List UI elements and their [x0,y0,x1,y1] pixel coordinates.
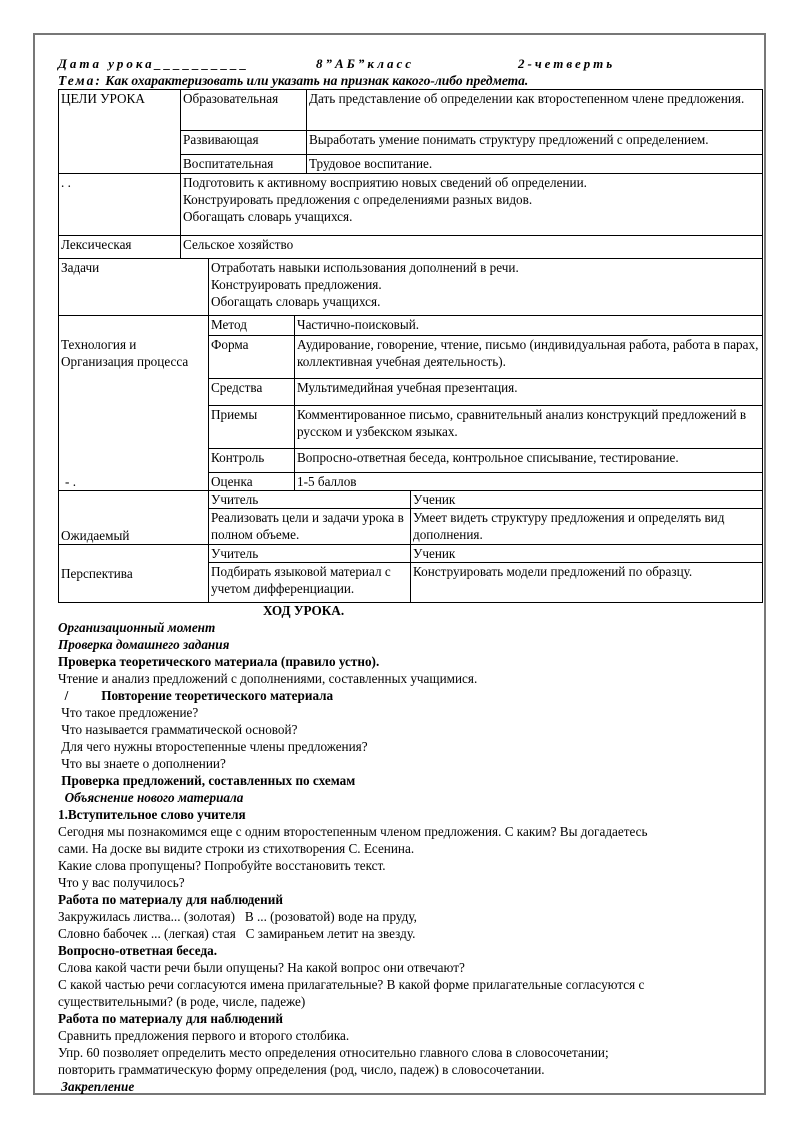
lesson-line: Работа по материалу для наблюдений [58,1011,283,1026]
misc-label: . . [59,174,181,236]
perspective-student-text: Конструировать модели предложений по образцу. [411,563,763,603]
lesson-line: Для чего нужны второстепенные члены предложения? [58,739,368,754]
technology-label-line: Технология и [61,337,137,352]
lesson-flow-title: ХОД УРОКА. [263,603,345,618]
misc-goal-line: Конструировать предложения с определениями разных видов. [183,192,533,207]
task-line: Обогащать словарь учащихся. [211,294,381,309]
tasks-label: Задачи [59,259,209,316]
lesson-line: / Повторение теоретического материала [58,688,334,703]
lesson-line: С какой частью речи согласуются имена прилагательные? В какой форме прилагательные согласуются с [58,977,645,992]
perspective-student-header: Ученик [411,545,763,563]
lesson-line: Проверка домашнего задания [58,637,230,652]
tech-row-value: Аудирование, говорение, чтение, письмо (индивидуальная работа, работа в парах, коллективная учебная деятельность). [295,336,763,379]
misc-goal-line: Подготовить к активному восприятию новых сведений об определении. [183,175,587,190]
perspective-teacher-text: Подбирать языковой материал с учетом дифференциации. [209,563,411,603]
expected-student-header: Ученик [411,491,763,509]
misc-goal-line: Обогащать словарь учащихся. [183,209,353,224]
lesson-line: сами. На доске вы видите строки из стихотворения С. Есенина. [58,841,415,856]
goal-text: Дать представление об определении как второстепенном члене предложения. [307,90,763,131]
expected-label: Ожидаемый [59,491,209,545]
tech-row-value: 1-5 баллов [295,473,763,491]
lesson-line: Что называется грамматической основой? [58,722,298,737]
technology-label-line: Организация процесса [61,354,189,369]
tech-row-name: Форма [209,336,295,379]
tech-row-name: Контроль [209,449,295,473]
lesson-line: Проверка предложений, составленных по схемам [58,773,356,788]
tech-row-name: Приемы [209,406,295,449]
lesson-line: Работа по материалу для наблюдений [58,892,283,907]
lesson-line: Словно бабочек ... (легкая) стая С замираньем летит на звезду. [58,926,416,941]
goal-text: Трудовое воспитание. [307,155,763,174]
lesson-line: Закружилась листва... (золотая) В ... (розоватой) воде на пруду, [58,909,417,924]
misc-goals [181,174,763,236]
technology-label [59,316,209,491]
lesson-line: Сегодня мы познакомимся еще с одним второстепенным членом предложения. С каким? Вы догадаетесь [58,824,648,839]
perspective-teacher-header: Учитель [209,545,411,563]
topic-text: Как охарактеризовать или указать на признак какого-либо предмета. [105,73,529,88]
lesson-line: Упр. 60 позволяет определить место определения относительно главного слова в словосочетании; [58,1045,609,1060]
tech-row-name: Метод [209,316,295,336]
lesson-line: Организационный момент [58,620,216,635]
lesson-line: 1.Вступительное слово учителя [58,807,246,822]
tasks-table [58,258,763,603]
lesson-topic [58,72,768,89]
class-label: 8”АБ”класс [316,56,414,71]
perspective-label: Перспектива [59,545,209,603]
tech-row-value: Комментированное письмо, сравнительный анализ конструкций предложений в русском и узбекском языках. [295,406,763,449]
lesson-line: Что вы знаете о дополнении? [58,756,226,771]
lesson-line: Что такое предложение? [58,705,199,720]
lesson-line: Закрепление [58,1079,135,1094]
lesson-line: Вопросно-ответная беседа. [58,943,218,958]
tech-row-value: Частично-поисковый. [295,316,763,336]
lesson-line: существительными? (в роде, числе, падеже) [58,994,306,1009]
lesson-date: Дата урока__________ [58,56,250,71]
task-line: Отработать навыки использования дополнений в речи. [211,260,519,275]
lesson-line: Чтение и анализ предложений с дополнениями, составленных учащимися. [58,671,478,686]
quarter-label: 2-четверть [518,56,616,71]
lesson-line: Сравнить предложения первого и второго столбика. [58,1028,350,1043]
tech-row-value: Мультимедийная учебная презентация. [295,379,763,406]
tech-row-value: Вопросно-ответная беседа, контрольное списывание, тестирование. [295,449,763,473]
lesson-line: Слова какой части речи были опущены? На какой вопрос они отвечают? [58,960,465,975]
lexical-label: Лексическая [59,236,181,259]
expected-teacher-header: Учитель [209,491,411,509]
lesson-line: Какие слова пропущены? Попробуйте восстановить текст. [58,858,386,873]
tech-row-name: Оценка [209,473,295,491]
task-line: Конструировать предложения. [211,277,382,292]
lesson-lines [58,619,758,1094]
expected-student-text: Умеет видеть структуру предложения и определять вид дополнения. [411,509,763,545]
expected-teacher-text: Реализовать цели и задачи урока в полном объеме. [209,509,411,545]
lesson-flow [58,602,758,1094]
goal-type: Воспитательная [181,155,307,174]
goal-type: Развивающая [181,131,307,155]
goals-title: ЦЕЛИ УРОКА [59,90,181,174]
lesson-line: Что у вас получилось? [58,875,185,890]
goals-table [58,89,763,259]
lexical-text: Сельское хозяйство [181,236,763,259]
technology-label-extra: - . [65,474,76,489]
goal-type: Образовательная [181,90,307,131]
goal-text: Выработать умение понимать структуру предложений с определением. [307,131,763,155]
tasks-list [209,259,763,316]
tech-row-name: Средства [209,379,295,406]
lesson-line: повторить грамматическую форму определения (род, число, падеж) в словосочетании. [58,1062,545,1077]
topic-label: Тема: [58,73,102,88]
lesson-line: Объяснение нового материала [58,790,244,805]
lesson-line: Проверка теоретического материала (правило устно). [58,654,380,669]
